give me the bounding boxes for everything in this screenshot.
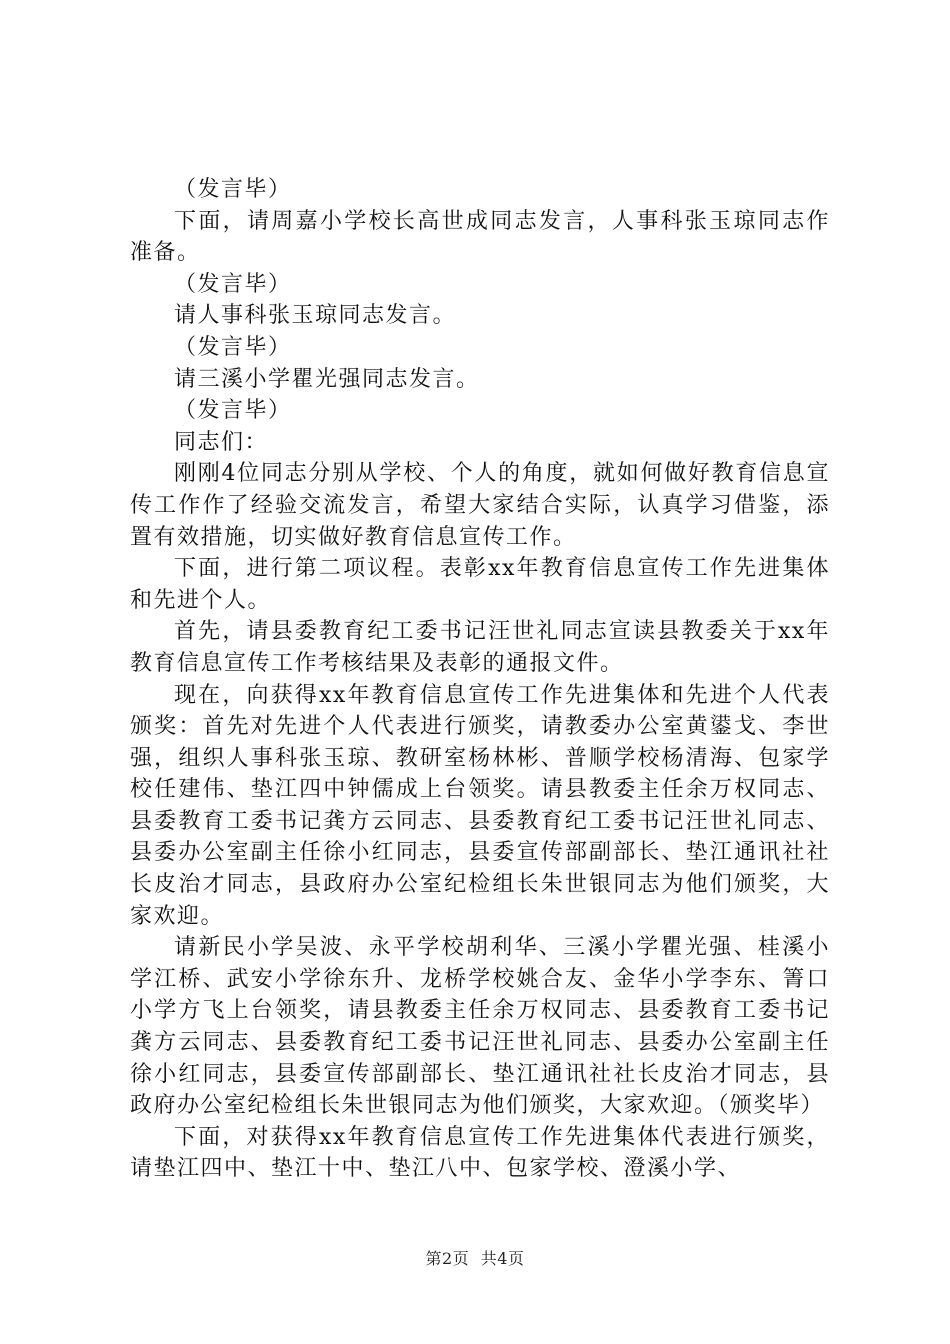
paragraph-speech-end-1: （发言毕）	[174, 177, 292, 202]
page-number: 第2页	[425, 1249, 470, 1268]
paragraph-more-awards: 请新民小学吴波、永平学校胡利华、三溪小学瞿光强、桂溪小学江桥、武安小学徐东升、龙桥学校姚合友、金华小学李东、箐口小学方飞上台领奖，请县教委主任余万权同志、县委教育工委书记龚方云同志、县委教育纪工委书记汪世礼同志、县委办公室副主任徐小红同志，县委宣传部副部长、垫江通讯社社长皮治才同志，县政府办公室纪检组长朱世银同志为他们颁奖，大家欢迎。（颁奖毕）	[130, 935, 830, 1119]
paragraph-collective-awards: 下面，对获得xx年教育信息宣传工作先进集体代表进行颁奖，请垫江四中、垫江十中、垫江八中、包家学校、澄溪小学、	[130, 1124, 830, 1182]
document-body	[130, 174, 830, 1185]
paragraph-salutation: 同志们：	[174, 429, 269, 455]
paragraph-speech-end-4: （发言毕）	[174, 398, 292, 424]
paragraph-zhang-yuqiong-speech: 请人事科张玉琼同志发言。	[174, 303, 457, 329]
page-footer	[0, 1246, 950, 1269]
paragraph-notice-reading: 首先，请县委教育纪工委书记汪世礼同志宣读县教委关于xx年教育信息宣传工作考核结果及表彰的通报文件。	[130, 619, 830, 676]
paragraph-summary: 刚刚4位同志分别从学校、个人的角度，就如何做好教育信息宣传工作作了经验交流发言，希望大家结合实际，认真学习借鉴，添置有效措施，切实做好教育信息宣传工作。	[130, 461, 830, 550]
paragraph-speech-end-2: （发言毕）	[174, 271, 292, 297]
paragraph-speech-end-3: （发言毕）	[174, 334, 292, 360]
paragraph-second-agenda: 下面，进行第二项议程。表彰xx年教育信息宣传工作先进集体和先进个人。	[130, 556, 830, 613]
page-total: 共4页	[480, 1249, 525, 1268]
paragraph-individual-awards: 现在，向获得xx年教育信息宣传工作先进集体和先进个人代表颁奖：首先对先进个人代表进行颁奖，请教委办公室黄鍙戈、李世强，组织人事科张玉琼、教研室杨林彬、普顺学校杨清海、包家学校任建伟、垫江四中钟儒成上台领奖。请县教委主任余万权同志、县委教育工委书记龚方云同志、县委教育纪工委书记汪世礼同志、县委办公室副主任徐小红同志，县委宣传部副部长、垫江通讯社社长皮治才同志，县政府办公室纪检组长朱世银同志为他们颁奖，大家欢迎。	[130, 682, 830, 929]
paragraph-qu-guangqiang-speech: 请三溪小学瞿光强同志发言。	[174, 366, 480, 392]
paragraph-gao-shicheng-speech: 下面，请周嘉小学校长高世成同志发言，人事科张玉琼同志作准备。	[130, 208, 830, 266]
